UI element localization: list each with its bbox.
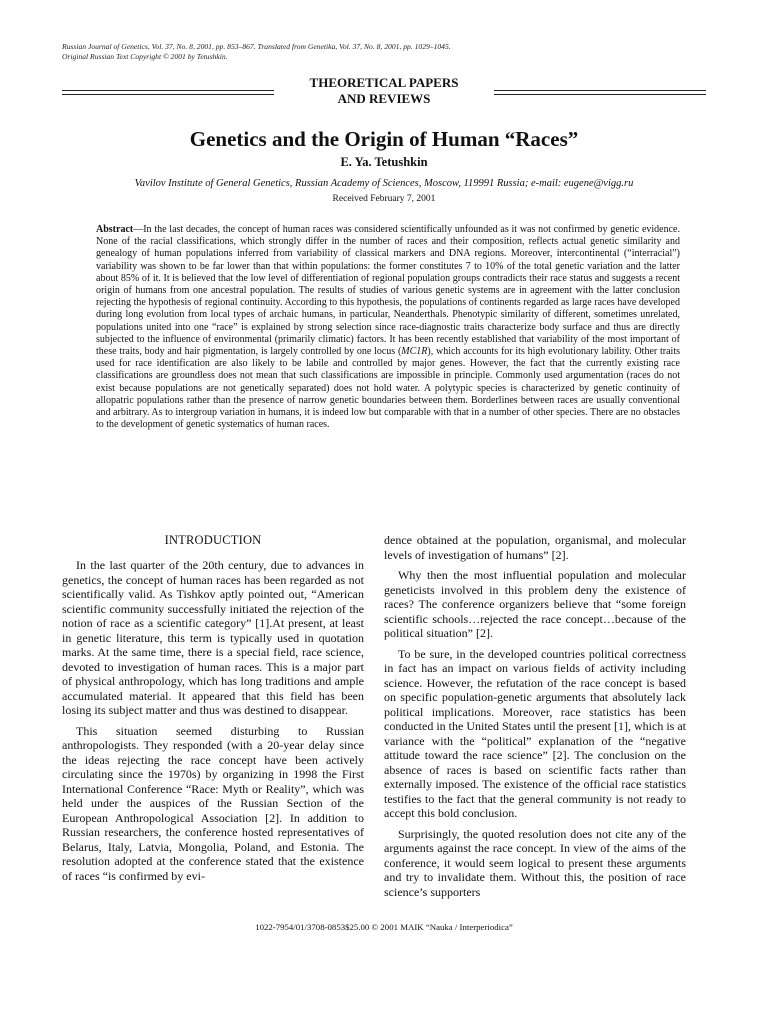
article-title: Genetics and the Origin of Human “Races” xyxy=(189,127,579,151)
section-label xyxy=(62,75,706,109)
section-label-line-2: AND REVIEWS xyxy=(337,91,431,106)
abstract-gene-name: MC1R xyxy=(401,346,428,358)
section-label-text xyxy=(276,75,492,107)
citation-line-1: Russian Journal of Genetics, Vol. 37, No. 8, 2001, pp. 853–867. Translated from Genetika, Vol. 37, No. 8, 2001, pp. 1029–1045. xyxy=(62,42,451,51)
section-rule-left-bottom xyxy=(62,94,274,95)
journal-citation-header xyxy=(62,42,702,61)
body-paragraph: Surprisingly, the quoted resolution does not cite any of the arguments against the race concept. In view of the aims of the conference, it would seem logical to present these arguments and try to invalidate them. Without this, the position of race science’s supporters xyxy=(384,826,686,899)
article-author: E. Ya. Tetushkin xyxy=(340,155,428,169)
body-column-left xyxy=(62,532,364,889)
abstract-text-part-2: ), which accounts for its high evolutionary lability. Other traits used for race identification are also likely to be labile and controlled by major genes. However, the fact that the currently existing race classifications are groundless does not mean that such classifications are impossible in principle. Commonly used argumentation (races do not exist because populations are not genetically separated) does not hold water. A polytypic species is characterized by genetic continuity of allopatric populations rather than the presence of narrow genetic boundaries between them. Borderlines between races are usually conventional and arbitrary. As to intergroup variation in humans, it is indeed low but comparable with that in a number of other species. There are no obstacles to the development of genetic systematics of human races. xyxy=(96,346,680,431)
body-paragraph: This situation seemed disturbing to Russian anthropologists. They responded (with a 20-year delay since the ideas rejecting the race concept have been actively circulating since the 1970s) by organizing in 1998 the First International Conference “Race: Myth or Reality”, which was held under the auspices of the Russian Section of the European Anthropological Association [2]. In addition to Russian researchers, the conference hosted representatives of Belarus, Italy, Latvia, Mongolia, Poland, and Estonia. The resolution adopted at the conference stated that the existence of races “is confirmed by evi- xyxy=(62,723,364,883)
abstract-text-part-1: —In the last decades, the concept of human races was considered scientifically unfounded as it was not confirmed by genetic evidence. None of the racial classifications, which strongly differ in the number of races and their composition, reflects actual genetic similarity and genealogy of human populations inferred from variability of classical markers and DNA regions. Moreover, intercontinental (“interracial”) variability was shown to be far lower than that within populations: the former constitutes 7 to 10% of the total genetic variation and the latter about 85% of it. It is believed that the low level of differentiation of regional population groups contradicts their race status and suggests a recent origin of humans from one ancestral population. The results of studies of various genetic systems are in agreement with the latter conclusion rejecting the hypothesis of regional continuity. According to this hypothesis, the populations of continents regarded as large races have developed during long evolution from local types of archaic humans, in particular, Neanderthals. Phenotypic similarity of different, sometimes unrelated, populations united into one “race” is explained by strong selection since race-diagnostic traits characterize body surface and thus are directly subjected to the influence of environmental (primarily climatic) factors. It has been recently established that variability of the most important of these traits, body and hair pigmentation, is largely controlled by one locus ( xyxy=(96,224,680,358)
received-date: Received February 7, 2001 xyxy=(332,194,436,204)
section-rule-right-bottom xyxy=(494,94,706,95)
body-paragraph-continued: dence obtained at the population, organismal, and molecular levels of investigation of humans” [2]. xyxy=(384,533,686,562)
citation-line-2: Original Russian Text Copyright © 2001 by Tetushkin. xyxy=(62,51,228,61)
abstract xyxy=(96,224,680,431)
body-paragraph: In the last quarter of the 20th century, due to advances in genetics, the concept of human races has been regarded as not scientifically valid. As Tishkov aptly pointed out, “American scientific community successfully initiated the rejection of the notion of race as a scientific category” [1].At present, at least in genetic literature, this term is typically used in quotation marks. At the same time, there is a special field, race science, devoted to investigation of human races. This is a major part of physical anthropology, which has long traditions and ample accumulated material. It appeared that this field has been losing its subject matter and thus was destined to disappear. xyxy=(62,558,364,717)
author-affiliation: Vavilov Institute of General Genetics, Russian Academy of Sciences, Moscow, 119991 Russia; e-mail: eugene@vigg.ru xyxy=(134,178,634,189)
section-label-line-1: THEORETICAL PAPERS xyxy=(309,75,459,90)
section-rule-left-top xyxy=(62,90,274,91)
copyright-footer: 1022-7954/01/3708-0853$25.00 © 2001 MAIK “Nauka / Interperiodica” xyxy=(255,922,513,932)
body-column-right xyxy=(384,533,686,905)
section-rule-right-top xyxy=(494,90,706,91)
body-paragraph: To be sure, in the developed countries political correctness in fact has an impact on various fields of activity including science. However, the refutation of the race concept is based on specific population-genetic arguments that absolutely lack political implications. Moreover, race statistics has been conducted in the United States until the present [1], which is at variance with the “political” explanation of the “negative attitude toward the race science” [2]. The conclusion on the absence of races is based on scientific facts rather than externally imposed. The existence of the official race statistics testifies to the fact that the general community is not ready to accept this bold conclusion. xyxy=(384,646,686,820)
body-paragraph: Why then the most influential population and molecular geneticists involved in this problem deny the existence of races? The conference organizers believe that “some foreign scientific schools…rejected the race concept…because of the political situation” [2]. xyxy=(384,568,686,640)
introduction-heading: INTRODUCTION xyxy=(164,533,262,547)
abstract-label: Abstract xyxy=(96,224,134,235)
